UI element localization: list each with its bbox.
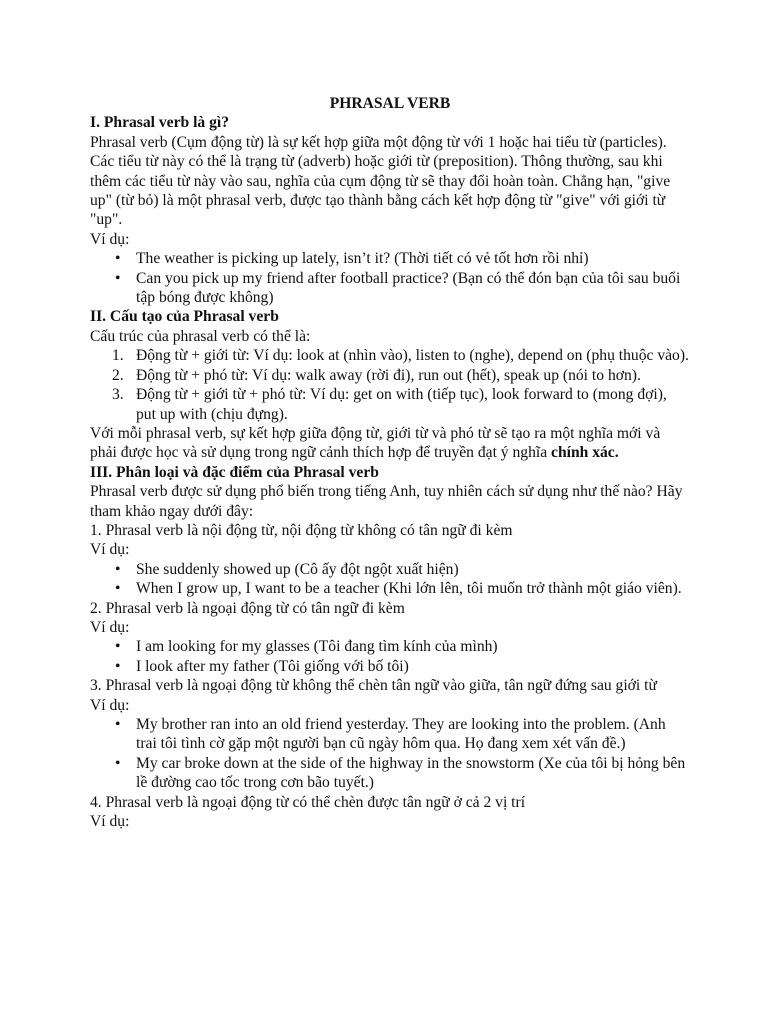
summary-bold-text: chính xác. (551, 444, 619, 462)
section-2-structure-list (90, 346, 690, 424)
type-3-example-label: Ví dụ: (90, 696, 130, 714)
list-item (90, 346, 690, 365)
section-1-paragraph: Phrasal verb (Cụm động từ) là sự kết hợp giữa một động từ với 1 hoặc hai tiểu từ (particles). Các tiểu từ này có thể là trạng từ (adverb) hoặc giới từ (preposition). Thông thường, sau khi thêm các tiểu từ này vào sau, nghĩa của cụm động từ sẽ thay đổi hoàn toàn. Chẳng hạn, "give up" (từ bỏ) là một phrasal verb, được tạo thành bằng cách kết hợp động từ "give" với giới từ "up". (90, 133, 671, 229)
type-4-example-label: Ví dụ: (90, 813, 130, 831)
list-item (90, 385, 690, 424)
list-item: • I am looking for my glasses (Tôi đang tìm kính của mình) (90, 637, 690, 656)
document-page (90, 94, 690, 831)
type-3-title: 3. Phrasal verb là ngoại động từ không thể chèn tân ngữ vào giữa, tân ngữ đứng sau giới từ (90, 677, 657, 695)
list-number: 3. (112, 386, 124, 404)
list-text: Động từ + phó từ: Ví dụ: walk away (rời đi), run out (hết), speak up (nói to hơn). (136, 366, 641, 384)
list-item: • I look after my father (Tôi giống với bố tôi) (90, 657, 690, 676)
type-2-example-list (90, 637, 690, 676)
section-3-intro: Phrasal verb được sử dụng phổ biến trong tiếng Anh, tuy nhiên cách sử dụng như thế nào? Hãy tham khảo ngay dưới đây: (90, 483, 683, 520)
type-1-example-label: Ví dụ: (90, 541, 130, 559)
list-item (90, 366, 690, 385)
section-3-heading: III. Phân loại và đặc điểm của Phrasal verb (90, 463, 379, 481)
list-text: Động từ + giới từ + phó từ: Ví dụ: get on with (tiếp tục), look forward to (mong đợi), put up with (chịu đựng). (136, 386, 667, 423)
type-4-title: 4. Phrasal verb là ngoại động từ có thể chèn được tân ngữ ở cả 2 vị trí (90, 793, 526, 811)
list-item: • She suddenly showed up (Cô ấy đột ngột xuất hiện) (90, 560, 690, 579)
section-1-example-label: Ví dụ: (90, 230, 130, 248)
list-item: • The weather is picking up lately, isn’t it? (Thời tiết có vẻ tốt hơn rồi nhỉ) (90, 249, 690, 268)
summary-text: Với mỗi phrasal verb, sự kết hợp giữa động từ, giới từ và phó từ sẽ tạo ra một nghĩa mới và phải được học và sử dụng trong ngữ cảnh thích hợp để truyền đạt ý nghĩa (90, 424, 661, 462)
type-3-example-list (90, 715, 690, 793)
type-2-example-label: Ví dụ: (90, 618, 130, 636)
section-1-heading: I. Phrasal verb là gì? (90, 114, 230, 132)
section-2-summary (90, 424, 690, 463)
section-1-example-list (90, 249, 690, 307)
type-2-title: 2. Phrasal verb là ngoại động từ có tân ngữ đi kèm (90, 599, 405, 617)
list-item: • My car broke down at the side of the highway in the snowstorm (Xe của tôi bị hỏng bên lề đường cao tốc trong cơn bão tuyết.) (90, 754, 690, 793)
section-2-heading: II. Cấu tạo của Phrasal verb (90, 308, 279, 326)
list-number: 1. (112, 347, 124, 365)
list-text: Động từ + giới từ: Ví dụ: look at (nhìn vào), listen to (nghe), depend on (phụ thuộc vào). (136, 347, 689, 365)
type-1-example-list (90, 560, 690, 599)
list-item: • My brother ran into an old friend yesterday. They are looking into the problem. (Anh trai tôi tình cờ gặp một người bạn cũ ngày hôm qua. Họ đang xem xét vấn đề.) (90, 715, 690, 754)
list-item: • When I grow up, I want to be a teacher (Khi lớn lên, tôi muốn trở thành một giáo viên). (90, 579, 690, 598)
list-item: • Can you pick up my friend after football practice? (Bạn có thể đón bạn của tôi sau buổi tập bóng được không) (90, 269, 690, 308)
section-2-intro: Cấu trúc của phrasal verb có thể là: (90, 327, 311, 345)
document-title: PHRASAL VERB (329, 95, 451, 112)
type-1-title: 1. Phrasal verb là nội động từ, nội động từ không có tân ngữ đi kèm (90, 521, 513, 539)
list-number: 2. (112, 366, 124, 384)
